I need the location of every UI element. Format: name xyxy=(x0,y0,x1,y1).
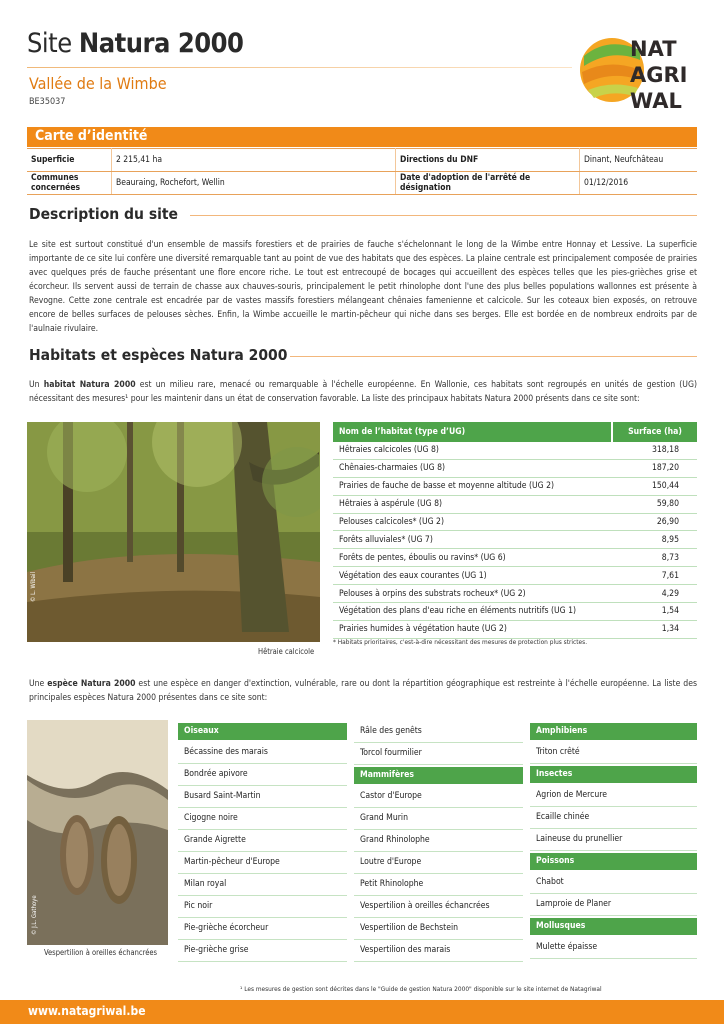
habitat-area: 26,90 xyxy=(612,513,697,531)
species-item: Grand Murin xyxy=(354,808,523,830)
title-divider xyxy=(27,67,572,68)
site-code: BE35037 xyxy=(29,97,66,107)
photo-caption: Hêtraie calcicole xyxy=(258,647,315,656)
habitat-area: 4,29 xyxy=(612,585,697,603)
table-row xyxy=(333,585,697,603)
species-column-2 xyxy=(354,721,523,962)
species-item: Vespertilion de Bechstein xyxy=(354,918,523,940)
table-row xyxy=(333,620,697,638)
habitat-area: 150,44 xyxy=(612,477,697,495)
table-row xyxy=(333,549,697,567)
species-item: Martin-pêcheur d'Europe xyxy=(178,852,347,874)
species-item: Cigogne noire xyxy=(178,808,347,830)
habitat-area: 8,95 xyxy=(612,531,697,549)
species-item: Vespertilion des marais xyxy=(354,940,523,962)
identity-heading-bar xyxy=(27,127,697,147)
description-text: Le site est surtout constitué d'un ensemble de massifs forestiers et de prairies de fauche s'échelonnant le long de la Wimbe entre Honnay et Lessive. La superficie importante de ce site lui confère une diversité remarquable tant au point de vue des habitats que des espèces. La plaine centrale est principalement composée de prairies avec quelques prés de fauche présentant une flore encore riche. Le tout est entrecoupé de bocages qui accueillent des espèces telles que les pies-grièches grise et écorcheur. Ils servent aussi de terrain de chasse aux chauves-souris, principalement le petit rhinolophe dont l'une des plus belles populations wallonnes est présente à Revogne. Cette zone centrale est encadrée par de vastes massifs forestiers mélangeant chênaies famenienne et calcicole. Sur les coteaux bien exposés, on retrouve encore de belles surfaces de pelouses sèches. Enfin, la Wimbe accueille le martin-pêcheur qui niche dans ses berges. Elle est bordée en de nombreux endroits par de l'aulnaie rivulaire. xyxy=(29,240,697,334)
column-header-area: Surface (ha) xyxy=(612,422,697,442)
species-item: Lamproie de Planer xyxy=(530,894,697,916)
natagriwal-logo xyxy=(578,26,700,114)
table-row xyxy=(333,603,697,621)
intro-bold: espèce Natura 2000 xyxy=(47,679,136,689)
footer-bar xyxy=(0,1000,724,1024)
section-divider xyxy=(290,356,697,357)
habitat-name: Prairies de fauche de basse et moyenne altitude (UG 2) xyxy=(333,477,612,495)
table-row xyxy=(333,477,697,495)
table-row xyxy=(333,513,697,531)
species-group-heading: Amphibiens xyxy=(530,723,697,740)
species-column-1 xyxy=(178,721,347,962)
species-item: Grande Aigrette xyxy=(178,830,347,852)
identity-heading: Carte d’identité xyxy=(35,128,148,144)
species-item: Pie-grièche grise xyxy=(178,940,347,962)
habitat-name: Pelouses à orpins des substrats rocheux* (UG 2) xyxy=(333,585,612,603)
species-item: Bondrée apivore xyxy=(178,764,347,786)
habitats-footnote: * Habitats prioritaires, c'est-à-dire nécessitant des mesures de protection plus strictes. xyxy=(333,638,588,646)
identity-value: Beauraing, Rochefort, Wellin xyxy=(112,172,396,195)
identity-value: 01/12/2016 xyxy=(580,172,698,195)
species-group-heading: Insectes xyxy=(530,766,697,783)
habitat-area: 8,73 xyxy=(612,549,697,567)
habitat-area: 318,18 xyxy=(612,442,697,459)
habitat-name: Hêtraies calcicoles (UG 8) xyxy=(333,442,612,459)
table-row xyxy=(333,442,697,459)
intro-text: est un milieu rare, menacé ou remarquable à l'échelle européenne. En Wallonie, ces habitats sont regroupés en unités de gestion (UG) nécessitant des mesures¹ pour les maintenir dans un état de conservation favorable. La liste des principaux habitats Natura 2000 présents dans ce site sont: xyxy=(29,380,697,404)
species-group-heading: Poissons xyxy=(530,853,697,870)
habitat-name: Chênaies-charmaies (UG 8) xyxy=(333,459,612,477)
identity-label: Superficie xyxy=(27,149,112,172)
table-header-row xyxy=(333,422,697,442)
habitat-name: Végétation des eaux courantes (UG 1) xyxy=(333,567,612,585)
species-item: Petit Rhinolophe xyxy=(354,874,523,896)
footer-link[interactable]: www.natagriwal.be xyxy=(28,1004,146,1018)
species-item: Agrion de Mercure xyxy=(530,785,697,807)
table-row xyxy=(27,149,697,172)
description-heading: Description du site xyxy=(29,205,179,223)
habitat-name: Pelouses calcicoles* (UG 2) xyxy=(333,513,612,531)
habitat-name: Végétation des plans d'eau riche en éléments nutritifs (UG 1) xyxy=(333,603,612,621)
table-row xyxy=(333,567,697,585)
species-item: Pic noir xyxy=(178,896,347,918)
species-item: Busard Saint-Martin xyxy=(178,786,347,808)
page-title xyxy=(27,28,243,59)
habitat-area: 7,61 xyxy=(612,567,697,585)
identity-value: Dinant, Neufchâteau xyxy=(580,149,698,172)
identity-label: Communes concernées xyxy=(27,172,112,195)
intro-text: Un xyxy=(29,380,44,390)
habitat-area: 1,34 xyxy=(612,620,697,638)
title-main: Natura 2000 xyxy=(78,28,244,59)
intro-text: Une xyxy=(29,679,48,689)
intro-text: est une espèce en danger d'extinction, vulnérable, rare ou dont la répartition géographique est restreinte à l'échelle européenne. La liste des principales espèces Natura 2000 présentes dans ce site sont: xyxy=(29,679,697,703)
habitat-area: 187,20 xyxy=(612,459,697,477)
title-prefix: Site xyxy=(27,28,72,59)
identity-table xyxy=(27,148,697,195)
species-group-heading: Oiseaux xyxy=(178,723,347,740)
habitat-name: Forêts de pentes, éboulis ou ravins* (UG 6) xyxy=(333,549,612,567)
species-item: Bécassine des marais xyxy=(178,742,347,764)
table-row xyxy=(27,172,697,195)
logo-line-2: AGRI xyxy=(630,63,688,87)
species-group-heading: Mammifères xyxy=(354,767,523,784)
species-item: Mulette épaisse xyxy=(530,937,697,959)
species-item: Laineuse du prunellier xyxy=(530,829,697,851)
species-item: Chabot xyxy=(530,872,697,894)
identity-label: Date d'adoption de l'arrêté de désignation xyxy=(396,172,580,195)
species-item: Loutre d'Europe xyxy=(354,852,523,874)
photo-credit: © L. Wibail xyxy=(30,572,37,602)
table-row xyxy=(333,531,697,549)
site-name: Vallée de la Wimbe xyxy=(29,74,167,93)
habitats-heading: Habitats et espèces Natura 2000 xyxy=(29,346,288,364)
section-divider xyxy=(190,215,697,216)
species-item: Vespertilion à oreilles échancrées xyxy=(354,896,523,918)
logo-line-1: NAT xyxy=(630,37,677,61)
species-item: Castor d'Europe xyxy=(354,786,523,808)
habitat-name: Hêtraies à aspérule (UG 8) xyxy=(333,495,612,513)
species-item: Râle des genêts xyxy=(354,721,523,743)
habitat-area: 59,80 xyxy=(612,495,697,513)
species-item: Milan royal xyxy=(178,874,347,896)
intro-bold: habitat Natura 2000 xyxy=(43,380,136,390)
habitats-intro xyxy=(29,378,697,406)
species-item: Pie-grièche écorcheur xyxy=(178,918,347,940)
bat-photo xyxy=(27,720,168,945)
species-item: Grand Rhinolophe xyxy=(354,830,523,852)
species-item: Ecaille chinée xyxy=(530,807,697,829)
table-row xyxy=(333,459,697,477)
habitat-name: Prairies humides à végétation haute (UG 2) xyxy=(333,620,612,638)
table-row xyxy=(333,495,697,513)
habitat-area: 1,54 xyxy=(612,603,697,621)
photo-credit: © J.L. Gathoye xyxy=(31,895,38,935)
identity-label: Directions du DNF xyxy=(396,149,580,172)
beech-forest-photo xyxy=(27,422,320,642)
identity-value: 2 215,41 ha xyxy=(112,149,396,172)
species-group-heading: Mollusques xyxy=(530,918,697,935)
habitat-name: Forêts alluviales* (UG 7) xyxy=(333,531,612,549)
species-column-3 xyxy=(530,721,697,959)
column-header-name: Nom de l’habitat (type d’UG) xyxy=(333,422,612,442)
logo-line-3: WAL xyxy=(630,89,682,113)
photo-caption: Vespertilion à oreilles échancrées xyxy=(44,948,158,957)
species-intro xyxy=(29,677,697,705)
species-item: Torcol fourmilier xyxy=(354,743,523,765)
habitats-table xyxy=(333,422,697,639)
species-item: Triton crêté xyxy=(530,742,697,764)
page-footnote: ¹ Les mesures de gestion sont décrites dans le "Guide de gestion Natura 2000" disponible sur le site internet de Natagriwal xyxy=(240,985,602,993)
